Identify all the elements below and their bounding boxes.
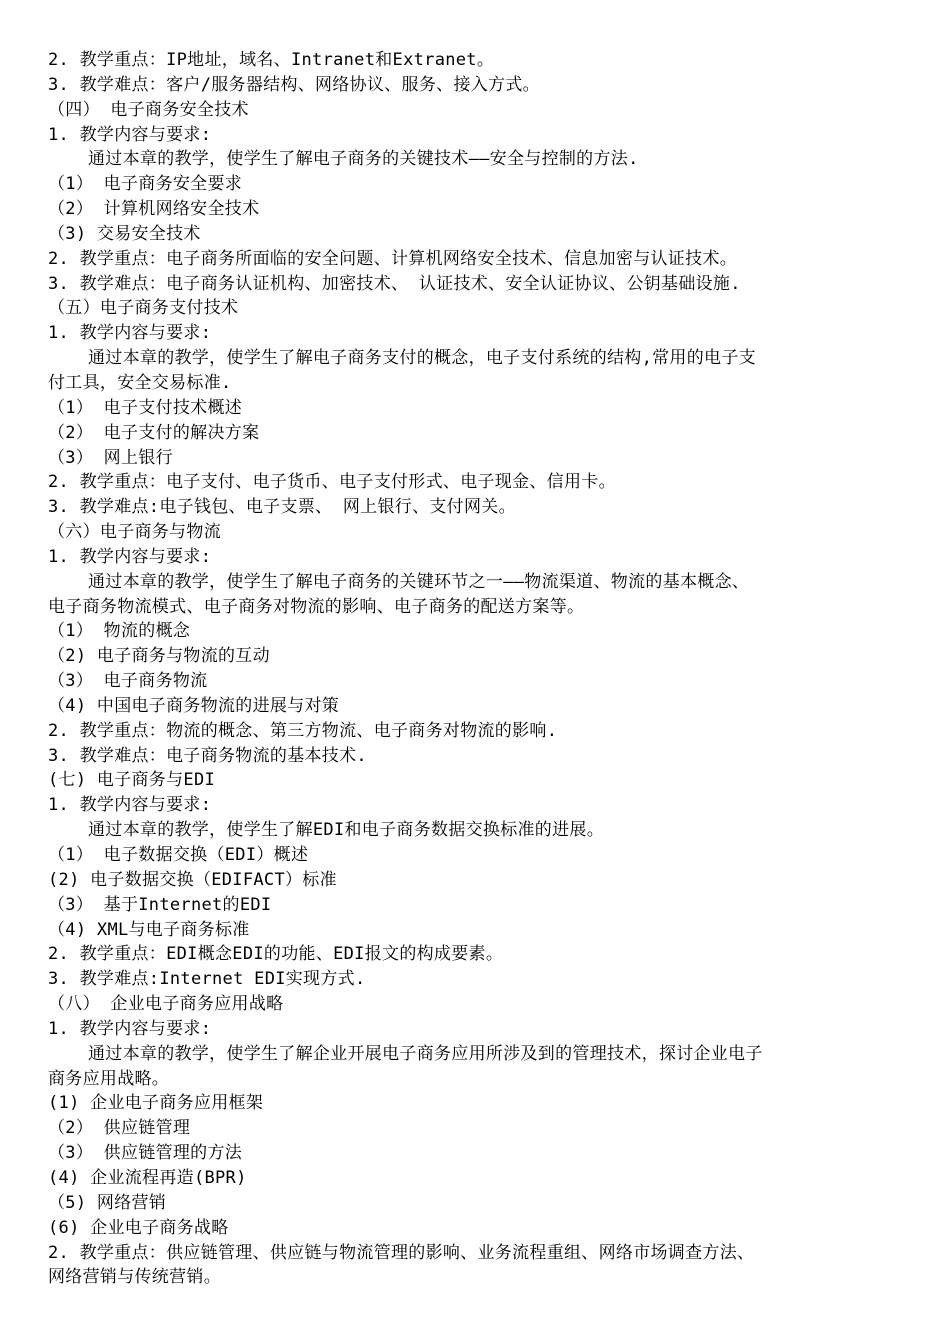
list-item: （2） 电子支付的解决方案 xyxy=(48,422,260,443)
section-heading: （五）电子商务支付技术 xyxy=(48,298,239,319)
paragraph-line: 通过本章的教学，使学生了解EDI和电子商务数据交换标准的进展。 xyxy=(88,820,605,841)
paragraph-line: 付工具，安全交易标准. xyxy=(48,372,232,393)
text-line: 2. 教学重点：供应链管理、供应链与物流管理的影响、业务流程重组、网络市场调查方法、 xyxy=(48,1242,755,1263)
text-line: 1. 教学内容与要求: xyxy=(48,546,212,567)
paragraph-line: 通过本章的教学，使学生了解电子商务的关键技术——安全与控制的方法. xyxy=(88,149,639,170)
text-line: 3. 教学难点:Internet EDI实现方式. xyxy=(48,969,366,990)
list-item: （1） 电子商务安全要求 xyxy=(48,174,243,195)
section-heading: （四） 电子商务安全技术 xyxy=(48,99,249,120)
text-line: 3. 教学难点：电子商务认证机构、加密技术、 认证技术、安全认证协议、公钥基础设施. xyxy=(48,273,741,294)
list-item: (2) 电子数据交换（EDIFACT）标准 xyxy=(48,869,337,890)
paragraph-line: 网络营销与传统营销。 xyxy=(48,1267,221,1288)
list-item: （3） 网上银行 xyxy=(48,447,173,468)
text-line: 3. 教学难点:电子钱包、电子支票、 网上银行、支付网关。 xyxy=(48,497,516,518)
text-line: 1. 教学内容与要求: xyxy=(48,1018,212,1039)
list-item: （2） 供应链管理 xyxy=(48,1118,191,1139)
text-line: 3. 教学难点：电子商务物流的基本技术. xyxy=(48,745,367,766)
text-line: 1. 教学内容与要求: xyxy=(48,323,212,344)
text-line: 2. 教学重点：EDI概念EDI的功能、EDI报文的构成要素。 xyxy=(48,944,504,965)
text-line: 3. 教学难点：客户/服务器结构、网络协议、服务、接入方式。 xyxy=(48,74,540,95)
list-item: (4) 企业流程再造(BPR) xyxy=(48,1167,247,1188)
list-item: （3) 交易安全技术 xyxy=(48,223,201,244)
paragraph-line: 通过本章的教学，使学生了解电子商务的关键环节之一——物流渠道、物流的基本概念、 xyxy=(88,571,750,592)
text-line: 1. 教学内容与要求: xyxy=(48,795,212,816)
list-item: （2） 计算机网络安全技术 xyxy=(48,199,260,220)
paragraph-line: 商务应用战略。 xyxy=(48,1068,170,1089)
list-item: （4) XML与电子商务标准 xyxy=(48,919,250,940)
text-line: 2. 教学重点：电子支付、电子货币、电子支付形式、电子现金、信用卡。 xyxy=(48,472,616,493)
list-item: （3） 基于Internet的EDI xyxy=(48,894,272,915)
text-line: 2. 教学重点：物流的概念、第三方物流、电子商务对物流的影响. xyxy=(48,720,558,741)
list-item: （5) 网络营销 xyxy=(48,1192,167,1213)
text-line: 2. 教学重点：电子商务所面临的安全问题、计算机网络安全技术、信息加密与认证技术。 xyxy=(48,248,738,269)
list-item: （1） 电子支付技术概述 xyxy=(48,397,243,418)
list-item: （2) 电子商务与物流的互动 xyxy=(48,646,270,667)
list-item: （3） 供应链管理的方法 xyxy=(48,1143,243,1164)
list-item: （1） 物流的概念 xyxy=(48,621,191,642)
paragraph-line: 通过本章的教学，使学生了解电子商务支付的概念，电子支付系统的结构,常用的电子支 xyxy=(88,348,756,369)
text-line: 2. 教学重点：IP地址，域名、Intranet和Extranet。 xyxy=(48,50,495,70)
list-item: (1) 企业电子商务应用框架 xyxy=(48,1093,264,1114)
list-item: （4) 中国电子商务物流的进展与对策 xyxy=(48,695,340,716)
text-line: 1. 教学内容与要求: xyxy=(48,124,212,145)
section-heading: (七) 电子商务与EDI xyxy=(48,770,216,791)
paragraph-line: 电子商务物流模式、电子商务对物流的影响、电子商务的配送方案等。 xyxy=(48,596,585,617)
list-item: （3） 电子商务物流 xyxy=(48,671,208,692)
section-heading: （六）电子商务与物流 xyxy=(48,522,221,543)
list-item: （1） 电子数据交换（EDI）概述 xyxy=(48,845,309,865)
section-heading: （八） 企业电子商务应用战略 xyxy=(48,994,284,1015)
paragraph-line: 通过本章的教学，使学生了解企业开展电子商务应用所涉及到的管理技术，探讨企业电子 xyxy=(88,1043,763,1064)
list-item: (6) 企业电子商务战略 xyxy=(48,1217,229,1238)
